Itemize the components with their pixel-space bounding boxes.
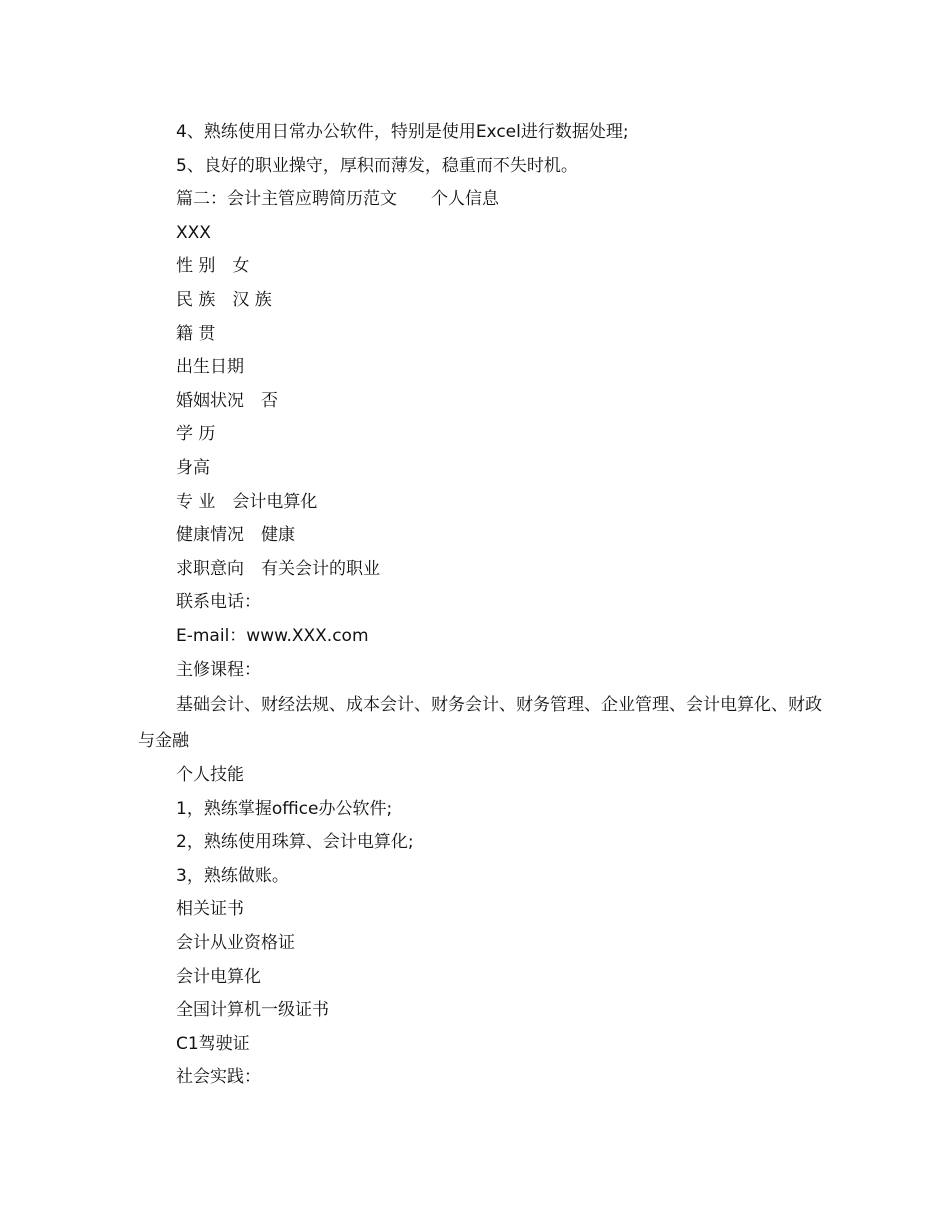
job-intention-line: 求职意向 有关会计的职业 bbox=[176, 558, 380, 579]
education-line: 学 历 bbox=[176, 424, 216, 445]
skill-item: 3，熟练做账。 bbox=[176, 865, 289, 886]
text-line: 5、良好的职业操守，厚积而薄发，稳重而不失时机。 bbox=[176, 155, 578, 176]
birth-date-line: 出生日期 bbox=[176, 357, 244, 378]
certificate-item: 全国计算机一级证书 bbox=[176, 1000, 329, 1021]
email-line: E-mail：www.XXX.com bbox=[176, 625, 369, 646]
skill-item: 2，熟练使用珠算、会计电算化; bbox=[176, 832, 414, 853]
document-body bbox=[138, 116, 828, 1095]
ethnicity-line: 民 族 汉 族 bbox=[176, 289, 272, 310]
skills-heading: 个人技能 bbox=[176, 765, 244, 786]
height-line: 身高 bbox=[176, 457, 210, 478]
social-practice-heading: 社会实践： bbox=[176, 1067, 261, 1088]
text-line: 4、熟练使用日常办公软件，特别是使用Excel进行数据处理; bbox=[176, 122, 629, 142]
major-line: 专 业 会计电算化 bbox=[176, 491, 318, 512]
native-place-line: 籍 贯 bbox=[176, 323, 216, 344]
name-line: XXX bbox=[176, 222, 211, 243]
certificate-item: 会计从业资格证 bbox=[176, 933, 295, 954]
certificates-heading: 相关证书 bbox=[176, 899, 244, 920]
certificate-item: 会计电算化 bbox=[176, 966, 261, 987]
marital-status-line: 婚姻状况 否 bbox=[176, 390, 278, 411]
health-line: 健康情况 健康 bbox=[176, 525, 295, 546]
courses-paragraph: 基础会计、财经法规、成本会计、财务会计、财务管理、企业管理、会计电算化、财政与金融 bbox=[138, 695, 822, 752]
gender-line: 性 别 女 bbox=[176, 256, 250, 277]
section-heading: 篇二：会计主管应聘简历范文 个人信息 bbox=[176, 189, 499, 210]
certificate-item: C1驾驶证 bbox=[176, 1033, 250, 1054]
courses-heading: 主修课程： bbox=[176, 659, 261, 680]
phone-line: 联系电话： bbox=[176, 592, 261, 613]
skill-item: 1，熟练掌握office办公软件; bbox=[176, 798, 393, 819]
